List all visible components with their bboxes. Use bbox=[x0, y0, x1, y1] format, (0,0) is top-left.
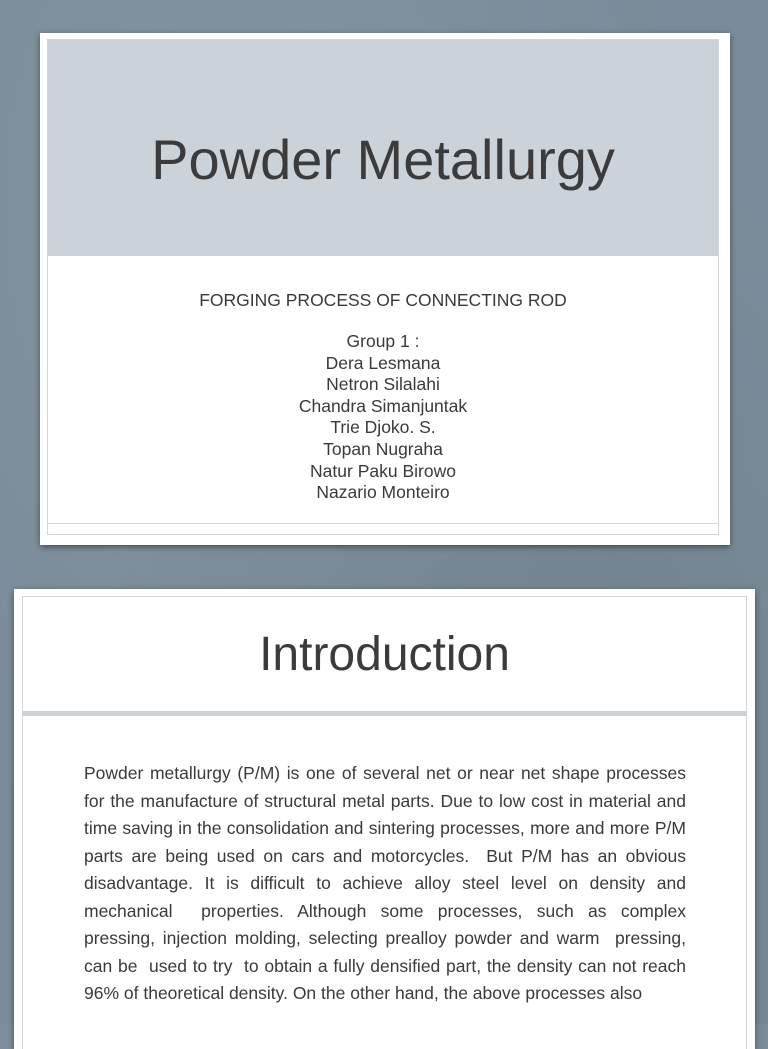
slide-title: Powder Metallurgy bbox=[151, 128, 615, 191]
title-slide-body bbox=[48, 289, 718, 504]
introduction-slide bbox=[14, 589, 755, 1049]
slide-subtitle: FORGING PROCESS OF CONNECTING ROD bbox=[199, 290, 567, 310]
member-name: Topan Nugraha bbox=[323, 438, 443, 459]
member-list bbox=[48, 353, 718, 504]
group-label: Group 1 : bbox=[346, 331, 420, 351]
member-name: Nazario Monteiro bbox=[316, 482, 450, 503]
heading-divider bbox=[23, 711, 746, 716]
member-name: Natur Paku Birowo bbox=[310, 460, 456, 481]
member-name: Chandra Simanjuntak bbox=[298, 395, 468, 416]
title-slide bbox=[40, 33, 730, 545]
slide-heading: Introduction bbox=[259, 628, 510, 681]
member-name: Trie Djoko. S. bbox=[330, 417, 436, 438]
introduction-slide-frame bbox=[22, 596, 747, 1049]
footer-divider bbox=[48, 523, 718, 524]
title-slide-frame bbox=[47, 39, 719, 535]
member-name: Dera Lesmana bbox=[325, 352, 441, 373]
title-slide-header-band bbox=[48, 40, 718, 256]
member-name: Netron Silalahi bbox=[326, 374, 440, 395]
introduction-paragraph: Powder metallurgy (P/M) is one of several net or near net shape processes for the manufacture of structural metal parts. Due to low cost in material and time saving in the consolidation and sintering processes, more and more P/M parts are being used on cars and motorcycles. But P/M has an obvious disadvantage. It is difficult to achieve alloy steel level on density and mechanical properties. Although some processes, such as complex pressing, injection molding, selecting prealloy powder and warm pressing, can be used to try to obtain a fully densified part, the density can not reach 96% of theoretical density. On the other hand, the above processes also bbox=[84, 763, 696, 1003]
